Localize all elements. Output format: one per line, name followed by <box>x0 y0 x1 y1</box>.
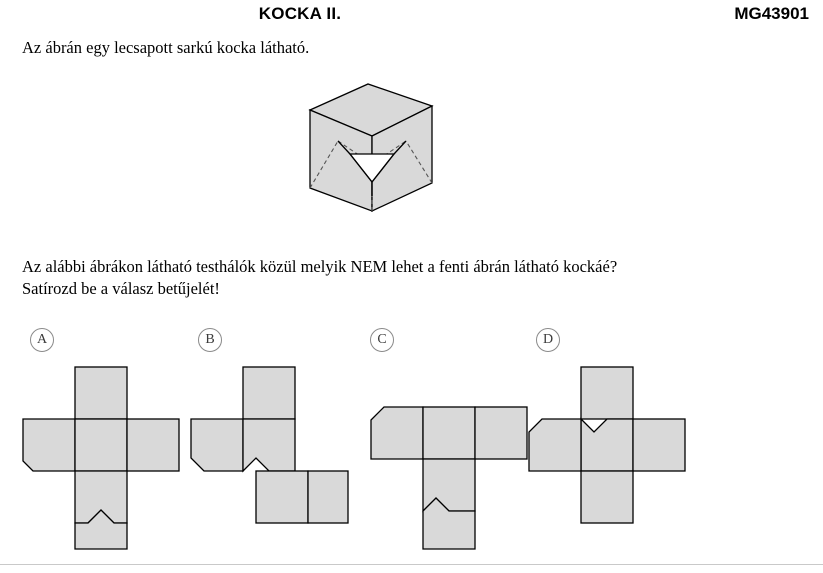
question-text <box>22 256 802 300</box>
option-b[interactable] <box>180 325 380 570</box>
page-divider <box>0 564 823 565</box>
option-b-label[interactable]: B <box>198 328 222 352</box>
page-title: KOCKA II. <box>258 4 342 23</box>
option-d[interactable] <box>518 325 718 570</box>
option-b-net <box>180 351 365 566</box>
exercise-code: MG43901 <box>734 4 809 23</box>
option-c-label[interactable]: C <box>370 328 394 352</box>
main-figure <box>280 78 460 228</box>
option-c-net <box>352 351 537 566</box>
question-line-1: Az alábbi ábrákon látható testhálók közül melyik NEM lehet a fenti ábrán látható kockáé? <box>22 257 618 276</box>
option-d-label[interactable]: D <box>536 328 560 352</box>
intro-text: Az ábrán egy lecsapott sarkú kocka látható. <box>22 38 310 57</box>
option-d-net <box>518 351 718 566</box>
truncated-cube-svg <box>280 78 460 228</box>
option-a-label[interactable]: A <box>30 328 54 352</box>
question-line-2: Satírozd be a válasz betűjelét! <box>22 279 220 298</box>
answer-options <box>0 325 823 570</box>
option-a-net <box>12 351 197 566</box>
